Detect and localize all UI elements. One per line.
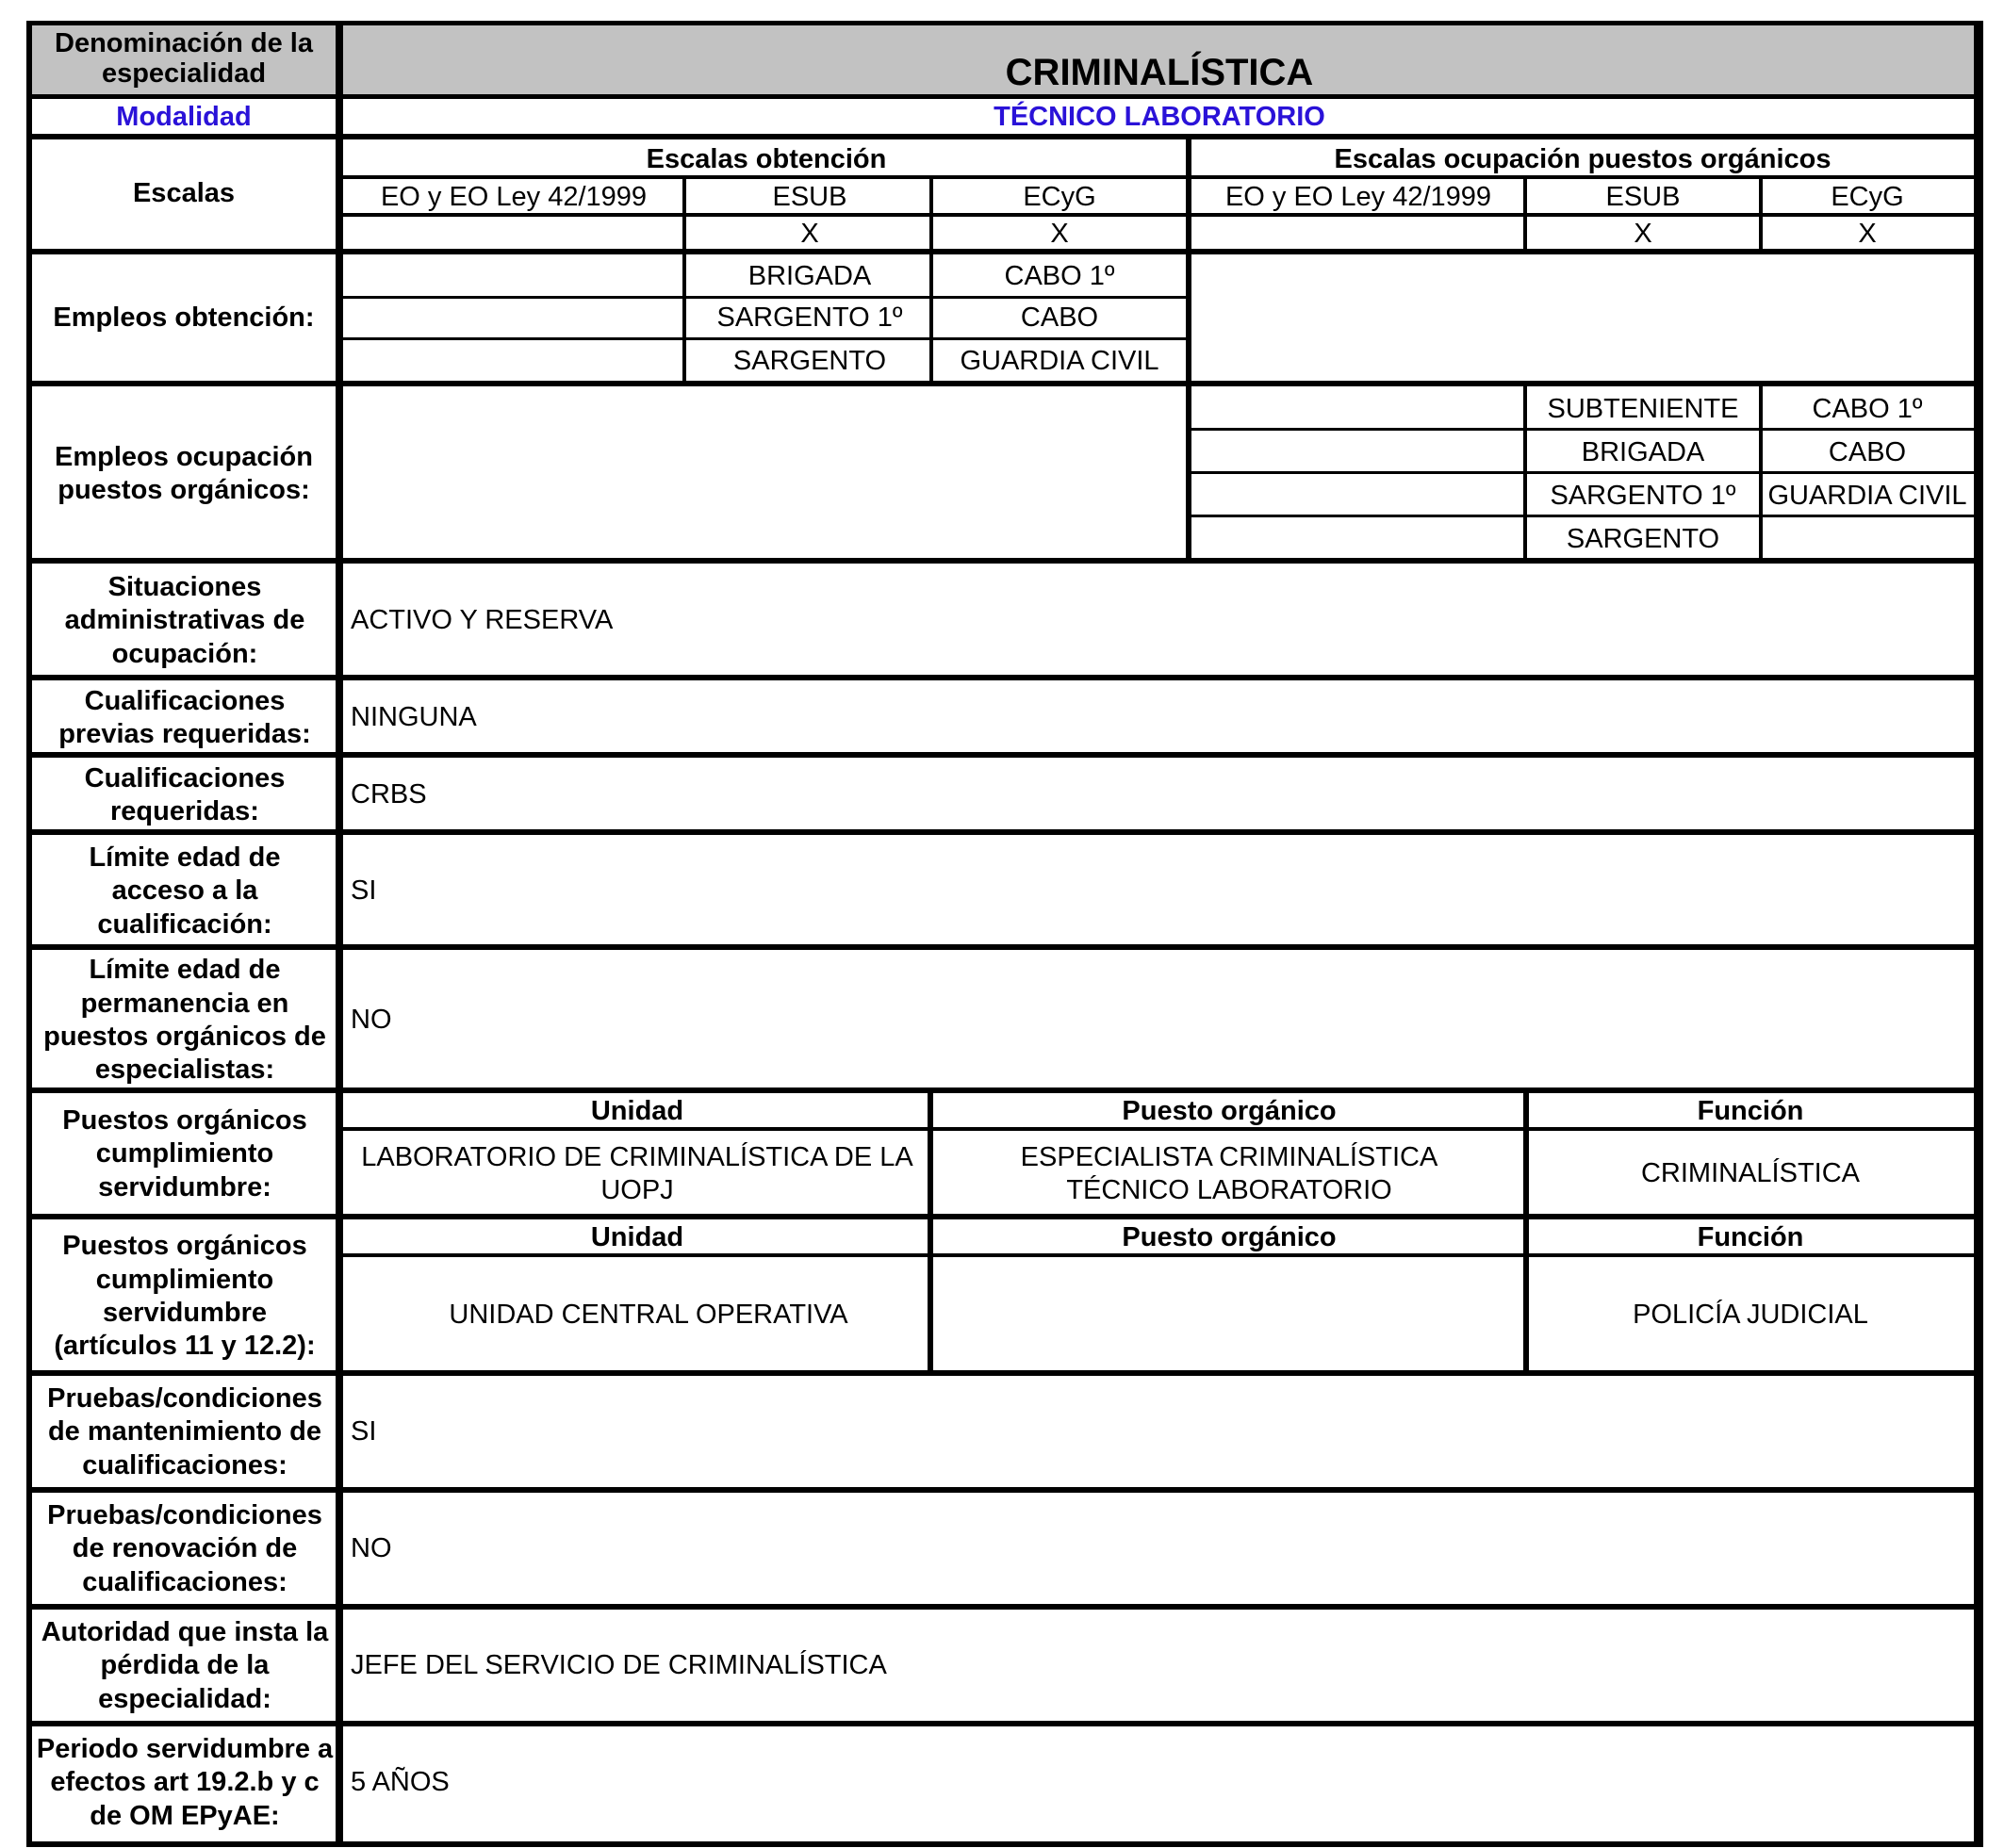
escala-mark-ecyg-ocupacion: X xyxy=(1858,219,1877,250)
escala-mark-eo-obtencion xyxy=(343,217,684,253)
frame-line xyxy=(26,1841,1983,1847)
empleo-obtencion-esub: BRIGADA xyxy=(747,261,872,292)
puestos-2-puesto xyxy=(933,1257,1525,1374)
grid-line xyxy=(1523,1091,1529,1216)
grid-line xyxy=(928,1218,933,1372)
grid-line xyxy=(26,1604,1983,1610)
grid-line xyxy=(928,1091,933,1216)
grid-line xyxy=(336,21,343,1847)
escala-col-ecyg-obtencion: ECyG xyxy=(1023,182,1096,213)
grid-line xyxy=(343,175,1974,179)
puestos-2-funcion: POLICÍA JUDICIAL xyxy=(1633,1300,1868,1331)
grid-line xyxy=(1191,515,1974,517)
limite-permanencia-label: Límite edad de permanencia en puestos orgánicos de especialistas: xyxy=(43,955,326,1086)
empleo-obtencion-ecyg: CABO 1º xyxy=(1004,261,1115,292)
grid-line xyxy=(1186,138,1191,558)
grid-line xyxy=(682,175,686,251)
grid-line xyxy=(26,381,1983,386)
periodo-servidumbre-value: 5 AÑOS xyxy=(351,1767,450,1798)
puestos-2-header-puesto: Puesto orgánico xyxy=(1122,1222,1337,1253)
cualificaciones-requeridas-label: Cualificaciones requeridas: xyxy=(84,762,286,826)
grid-line xyxy=(1191,428,1974,431)
grid-line xyxy=(343,213,1974,217)
pruebas-mantenimiento-value: SI xyxy=(351,1416,377,1447)
empleo-obtencion-eo xyxy=(343,341,684,383)
puestos-1-header-puesto: Puesto orgánico xyxy=(1122,1096,1337,1127)
puestos-1-puesto: ESPECIALISTA CRIMINALÍSTICA TÉCNICO LABORATORIO xyxy=(1020,1141,1438,1205)
grid-line xyxy=(26,558,1983,564)
grid-line xyxy=(26,752,1983,758)
escalas-obtencion-title: Escalas obtención xyxy=(646,144,887,175)
pruebas-mantenimiento-label: Pruebas/condiciones de mantenimiento de cualificaciones: xyxy=(47,1382,322,1480)
limite-acceso-label: Límite edad de acceso a la cualificación: xyxy=(89,842,281,940)
specialty-sheet xyxy=(26,21,1983,1847)
escala-mark-eo-ocupacion xyxy=(1191,217,1525,253)
grid-line xyxy=(26,944,1983,950)
grid-line xyxy=(1191,471,1974,474)
grid-line xyxy=(343,1127,1974,1131)
puestos-servidumbre-label: Puestos orgánicos cumplimiento servidumbre: xyxy=(62,1104,307,1202)
escala-col-eo-ocupacion: EO y EO Ley 42/1999 xyxy=(1224,182,1492,213)
specialty-title: CRIMINALÍSTICA xyxy=(1005,51,1314,93)
empleo-obtencion-esub: SARGENTO 1º xyxy=(716,303,903,334)
puestos-servidumbre-articulos-label: Puestos orgánicos cumplimiento servidumbre (artículos 11 y 12.2): xyxy=(54,1231,316,1362)
empleo-obtencion-ecyg: CABO xyxy=(1020,303,1099,334)
grid-line xyxy=(26,829,1983,835)
empleo-ocupacion-eo xyxy=(1191,388,1525,430)
empleo-ocupacion-esub: SUBTENIENTE xyxy=(1547,394,1739,425)
puestos-1-header-unidad: Unidad xyxy=(590,1096,684,1127)
grid-line xyxy=(26,134,1983,139)
escalas-label: Escalas xyxy=(132,178,236,209)
empleo-obtencion-esub: SARGENTO xyxy=(732,346,887,377)
puestos-1-header-funcion: Función xyxy=(1697,1096,1804,1127)
empleo-ocupacion-esub: BRIGADA xyxy=(1581,437,1705,468)
empleo-obtencion-eo xyxy=(343,256,684,298)
empleos-ocupacion-label: Empleos ocupación puestos orgánicos: xyxy=(55,441,313,505)
autoridad-value: JEFE DEL SERVICIO DE CRIMINALÍSTICA xyxy=(351,1650,887,1681)
denomination-label: Denominación de la especialidad xyxy=(55,27,313,89)
grid-line xyxy=(343,1253,1974,1257)
empleo-ocupacion-esub: SARGENTO xyxy=(1566,524,1720,555)
pruebas-renovacion-value: NO xyxy=(351,1533,392,1564)
frame-line xyxy=(26,21,1983,25)
empleo-ocupacion-ecyg: CABO xyxy=(1828,437,1907,468)
escalas-ocupacion-title: Escalas ocupación puestos orgánicos xyxy=(1334,144,1832,175)
grid-line xyxy=(343,296,1186,299)
modality-label: Modalidad xyxy=(116,102,252,133)
grid-line xyxy=(26,1088,1983,1093)
grid-line xyxy=(929,175,933,251)
periodo-servidumbre-label: Periodo servidumbre a efectos art 19.2.b y c de OM EPyAE: xyxy=(36,1733,334,1831)
grid-line xyxy=(682,253,686,383)
grid-line xyxy=(929,253,933,383)
escala-mark-esub-ocupacion: X xyxy=(1634,219,1652,250)
modality-value: TÉCNICO LABORATORIO xyxy=(994,102,1325,133)
grid-line xyxy=(1759,175,1763,251)
puestos-1-unidad: LABORATORIO DE CRIMINALÍSTICA DE LA UOPJ xyxy=(361,1141,913,1205)
empleo-ocupacion-eo xyxy=(1191,518,1525,560)
frame-line xyxy=(26,21,32,1847)
empleo-obtencion-eo xyxy=(343,298,684,339)
escala-col-esub-obtencion: ESUB xyxy=(772,182,847,213)
empleo-ocupacion-ecyg: GUARDIA CIVIL xyxy=(1767,481,1967,512)
empleo-ocupacion-eo xyxy=(1191,432,1525,473)
frame-line xyxy=(1974,21,1983,1847)
empleo-ocupacion-ecyg: CABO 1º xyxy=(1812,394,1923,425)
grid-line xyxy=(1523,1218,1529,1372)
empleos-obtencion-label: Empleos obtención: xyxy=(53,303,315,334)
limite-acceso-value: SI xyxy=(351,875,377,907)
empleo-ocupacion-ecyg xyxy=(1761,518,1974,562)
cualificaciones-previas-value: NINGUNA xyxy=(351,702,477,733)
puestos-2-header-funcion: Función xyxy=(1697,1222,1804,1253)
cualificaciones-requeridas-value: CRBS xyxy=(351,779,427,810)
grid-line xyxy=(26,1721,1983,1726)
grid-line xyxy=(26,1370,1983,1376)
escala-col-ecyg-ocupacion: ECyG xyxy=(1831,182,1904,213)
autoridad-label: Autoridad que insta la pérdida de la especialidad: xyxy=(41,1616,329,1714)
escala-col-esub-ocupacion: ESUB xyxy=(1605,182,1681,213)
situaciones-value: ACTIVO Y RESERVA xyxy=(351,605,614,636)
grid-line xyxy=(26,1487,1983,1493)
puestos-2-unidad: UNIDAD CENTRAL OPERATIVA xyxy=(449,1300,848,1331)
empleo-obtencion-ecyg: GUARDIA CIVIL xyxy=(960,346,1159,377)
grid-line xyxy=(26,675,1983,680)
grid-line xyxy=(26,94,1983,99)
escala-mark-esub-obtencion: X xyxy=(800,219,819,250)
limite-permanencia-value: NO xyxy=(351,1005,392,1036)
cualificaciones-previas-label: Cualificaciones previas requeridas: xyxy=(58,685,311,749)
grid-line xyxy=(343,337,1186,340)
puestos-1-funcion: CRIMINALÍSTICA xyxy=(1640,1158,1861,1189)
empleo-ocupacion-eo xyxy=(1191,475,1525,516)
grid-line xyxy=(1523,175,1527,251)
escala-col-eo-obtencion: EO y EO Ley 42/1999 xyxy=(380,182,648,213)
escala-mark-ecyg-obtencion: X xyxy=(1050,219,1069,250)
grid-line xyxy=(26,1214,1983,1219)
situaciones-label: Situaciones administrativas de ocupación: xyxy=(64,571,305,669)
pruebas-renovacion-label: Pruebas/condiciones de renovación de cualificaciones: xyxy=(47,1499,322,1597)
puestos-2-header-unidad: Unidad xyxy=(590,1222,684,1253)
grid-line xyxy=(26,249,1983,254)
empleo-ocupacion-esub: SARGENTO 1º xyxy=(1550,481,1736,512)
